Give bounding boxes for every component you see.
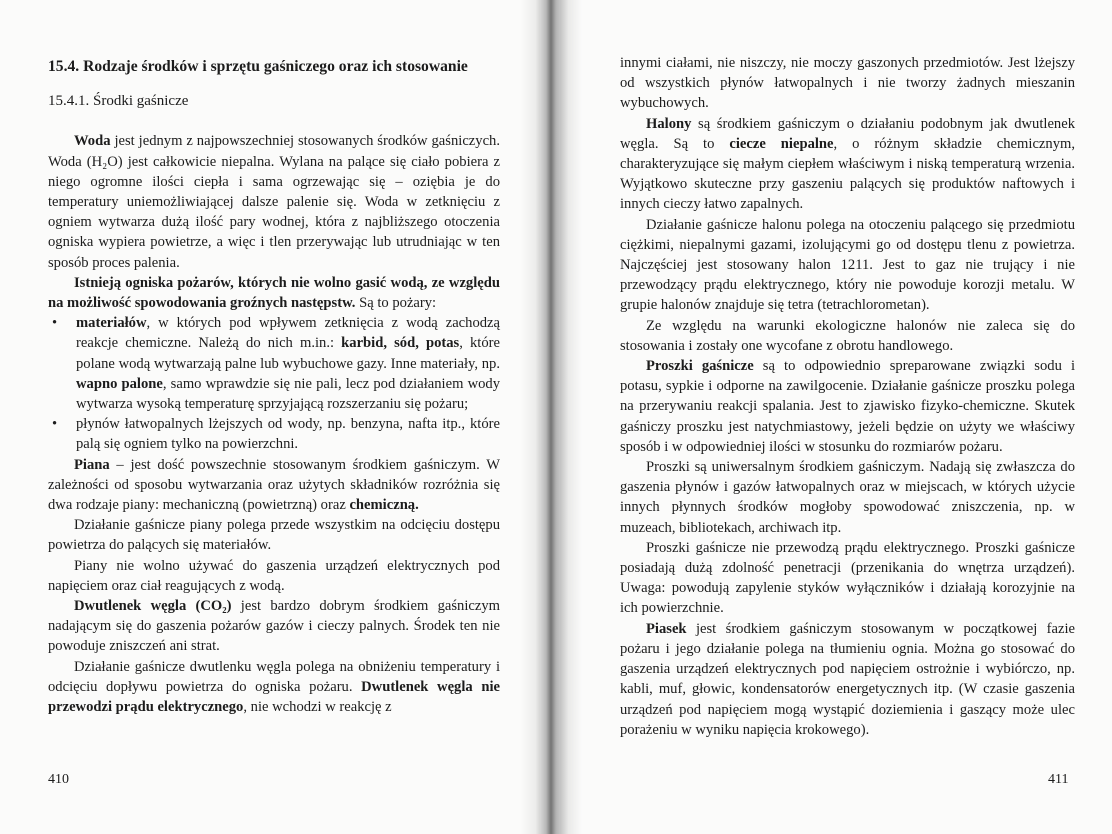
right-page-text xyxy=(620,53,1075,740)
right-page xyxy=(560,0,1112,834)
term-carbide: karbid, sód, potas xyxy=(341,335,460,352)
paragraph-fires xyxy=(48,273,500,313)
paragraph-water xyxy=(48,131,500,272)
text-co2-end: , nie wchodzi w reakcję z xyxy=(243,699,392,716)
text-liquids: płynów łatwopalnych lżejszych od wody, np. benzyna, nafta itp., które palą się ogniem tylko na powierzchni. xyxy=(76,416,500,453)
text-halons-b: , o różnym składzie chemicznym, charakteryzujące się małym ciepłem właściwym i niską temperaturą wrzenia. Wyjątkowo skuteczne przy gaszeniu palących się produktów naftowych i innych cieczy łatwo zapalnych. xyxy=(620,135,1075,213)
book-gutter-shadow xyxy=(520,0,582,834)
term-sand: Piasek xyxy=(646,620,687,637)
section-heading: 15.4. Rodzaje środków i sprzętu gaśniczego oraz ich stosowanie xyxy=(48,58,468,75)
term-halons: Halony xyxy=(646,115,692,132)
paragraph-sand xyxy=(620,619,1075,740)
bullet-icon: • xyxy=(52,416,58,433)
term-foam: Piana xyxy=(74,456,110,473)
fire-types-list xyxy=(48,313,500,454)
text-halons-a: są środkiem gaśniczym o działaniu podobnym jak dwutlenek węgla. Są to xyxy=(620,115,1075,152)
term-co2: Dwutlenek węgla (CO₂) xyxy=(74,598,232,615)
term-nonflammable: ciecze niepalne xyxy=(729,135,834,152)
page-number-right: 411 xyxy=(1048,772,1069,787)
term-chemical: chemiczną. xyxy=(349,497,419,514)
term-materials: materiałów xyxy=(76,315,147,332)
term-quicklime: wapno palone xyxy=(76,375,163,392)
text-sand: jest środkiem gaśniczym stosowanym w początkowej fazie pożaru i jego działanie polega na tłumieniu ognia. Można go stosować do gaszenia urządzeń elektrycznych pod napięciem ostrożnie i wybiórczo, np. kabli, muf, głowic, kondensatorów energetycznych itp. (W czasie gaszenia urządzeń pod napięciem mogą wystąpić doziemienia i gaszący może ulec porażeniu w wyniku napięcia krokowego). xyxy=(620,620,1076,738)
term-co2-conduct: Dwutlenek węgla nie przewodzi prądu elektrycznego xyxy=(48,678,500,716)
list-item-liquids xyxy=(48,414,500,454)
paragraph-powders-conduct: Proszki gaśnicze nie przewodzą prądu elektrycznego. Proszki gaśnicze posiadają dużą zdolność penetracji (przenikania do wnętrza urządzeń). Uwaga: powodują zapylenie styków wyłączników i działają korozyjnie na ich powierzchnie. xyxy=(620,539,1075,617)
bullet-icon: • xyxy=(52,315,58,332)
paragraph-foam xyxy=(48,455,500,516)
paragraph-co2 xyxy=(48,596,500,657)
term-powders: Proszki gaśnicze xyxy=(646,358,754,375)
page-number-left: 410 xyxy=(48,772,69,787)
term-fires: Istnieją ogniska pożarów, których nie wolno gasić wodą, ze względu na możliwość spowodowania groźnych następstw. xyxy=(48,274,500,312)
paragraph-halon-action: Działanie gaśnicze halonu polega na otoczeniu palącego się przedmiotu ciężkimi, niepalnymi gazami, izolującymi go od dostępu tlenu z powietrza. Najczęściej jest stosowany halon 1211. Jest to gaz nie trujący i nie przewodzący prądu elektrycznego, który nie powoduje korozji metalu. W grupie halonów znajduje się tetra (tetrachlorometan). xyxy=(620,216,1075,314)
text-materials-a: , w których pod wpływem zetknięcia z wodą zachodzą reakcje chemiczne. Należą do nich m.in.: xyxy=(76,315,500,352)
left-page xyxy=(0,0,540,834)
left-page-text xyxy=(48,53,500,717)
text-powders: są to odpowiednio spreparowane związki sodu i potasu, sypkie i odporne na zawilgocenie. Działanie gaśnicze proszku polega na przerywaniu reakcji spalania. Jest to zjawisko fizyko-chemiczne. Skutek gaśniczy proszku jest natychmiastowy, jeżeli będzie on użyty we właściwy sposób i w odpowiedniej ilości w stosunku do rozmiarów pożaru. xyxy=(620,358,1076,455)
paragraph-foam-action: Działanie gaśnicze piany polega przede wszystkim na odcięciu dostępu powietrza do palących się materiałów. xyxy=(48,517,500,554)
paragraph-powders xyxy=(620,356,1075,457)
text-co2-action: Działanie gaśnicze dwutlenku węgla polega na obniżeniu temperatury i odcięciu dopływu powietrza do ogniska pożaru. xyxy=(48,658,500,695)
subsection-heading: 15.4.1. Środki gaśnicze xyxy=(48,93,189,110)
text-materials-b: , które polane wodą wytwarzają palne lub wybuchowe gazy. Inne materiały, np. xyxy=(76,335,500,372)
list-item-materials xyxy=(48,313,500,414)
paragraph-halon-eco: Ze względu na warunki ekologiczne halonów nie zaleca się do stosowania i zostały one wycofane z obrotu handlowego. xyxy=(620,317,1075,354)
text-foam: – jest dość powszechnie stosowanym środkiem gaśniczym. W zależności od sposobu wytwarzania oraz użytych składników rozróżnia się dwa rodzaje piany: mechaniczną (powietrzną) oraz xyxy=(48,456,500,514)
paragraph-continuation: innymi ciałami, nie niszczy, nie moczy gaszonych przedmiotów. Jest lżejszy od wszystkich płynów łatwopalnych i nie tworzy żadnych mieszanin wybuchowych. xyxy=(620,55,1075,112)
paragraph-halons xyxy=(620,114,1075,215)
text-water: jest jednym z najpowszechniej stosowanych środków gaśniczych. Woda (H₂O) jest całkowicie niepalna. Wylana na palące się ciało pobiera z niego ogromne ilości ciepła i sama ogrzewając się – oziębia je do temperatury uniemożliwiającej dalsze palenie się. Woda w zetknięciu z ogniem wytwarza dużą ilość pary wodnej, która z najbliższego otoczenia ogniska wypiera powietrze, a więc i tlen przerywając lub utrudniając w ten sposób proces palenia. xyxy=(48,133,500,271)
text-co2: jest bardzo dobrym środkiem gaśniczym nadającym się do gaszenia pożarów gazów i cieczy palnych. Środek ten nie powoduje zniszczeń ani strat. xyxy=(48,598,500,655)
paragraph-co2-action xyxy=(48,657,500,718)
paragraph-foam-warning: Piany nie wolno używać do gaszenia urządzeń elektrycznych pod napięciem oraz ciał reagujących z wodą. xyxy=(48,557,500,594)
term-water: Woda xyxy=(74,133,111,150)
text-fires: Są to pożary: xyxy=(359,295,437,312)
paragraph-powders-universal: Proszki są uniwersalnym środkiem gaśniczym. Nadają się zwłaszcza do gaszenia płynów i gazów łatwopalnych oraz w miejscach, w których użycie innych płynnych środków mogłoby spowodować zniszczenia, np. w muzeach, bibliotekach, archiwach itp. xyxy=(620,459,1075,536)
text-materials-c: , samo wprawdzie się nie pali, lecz pod działaniem wody wytwarza wysoką temperaturę sprzyjającą rozszerzaniu się pożaru; xyxy=(76,375,500,413)
